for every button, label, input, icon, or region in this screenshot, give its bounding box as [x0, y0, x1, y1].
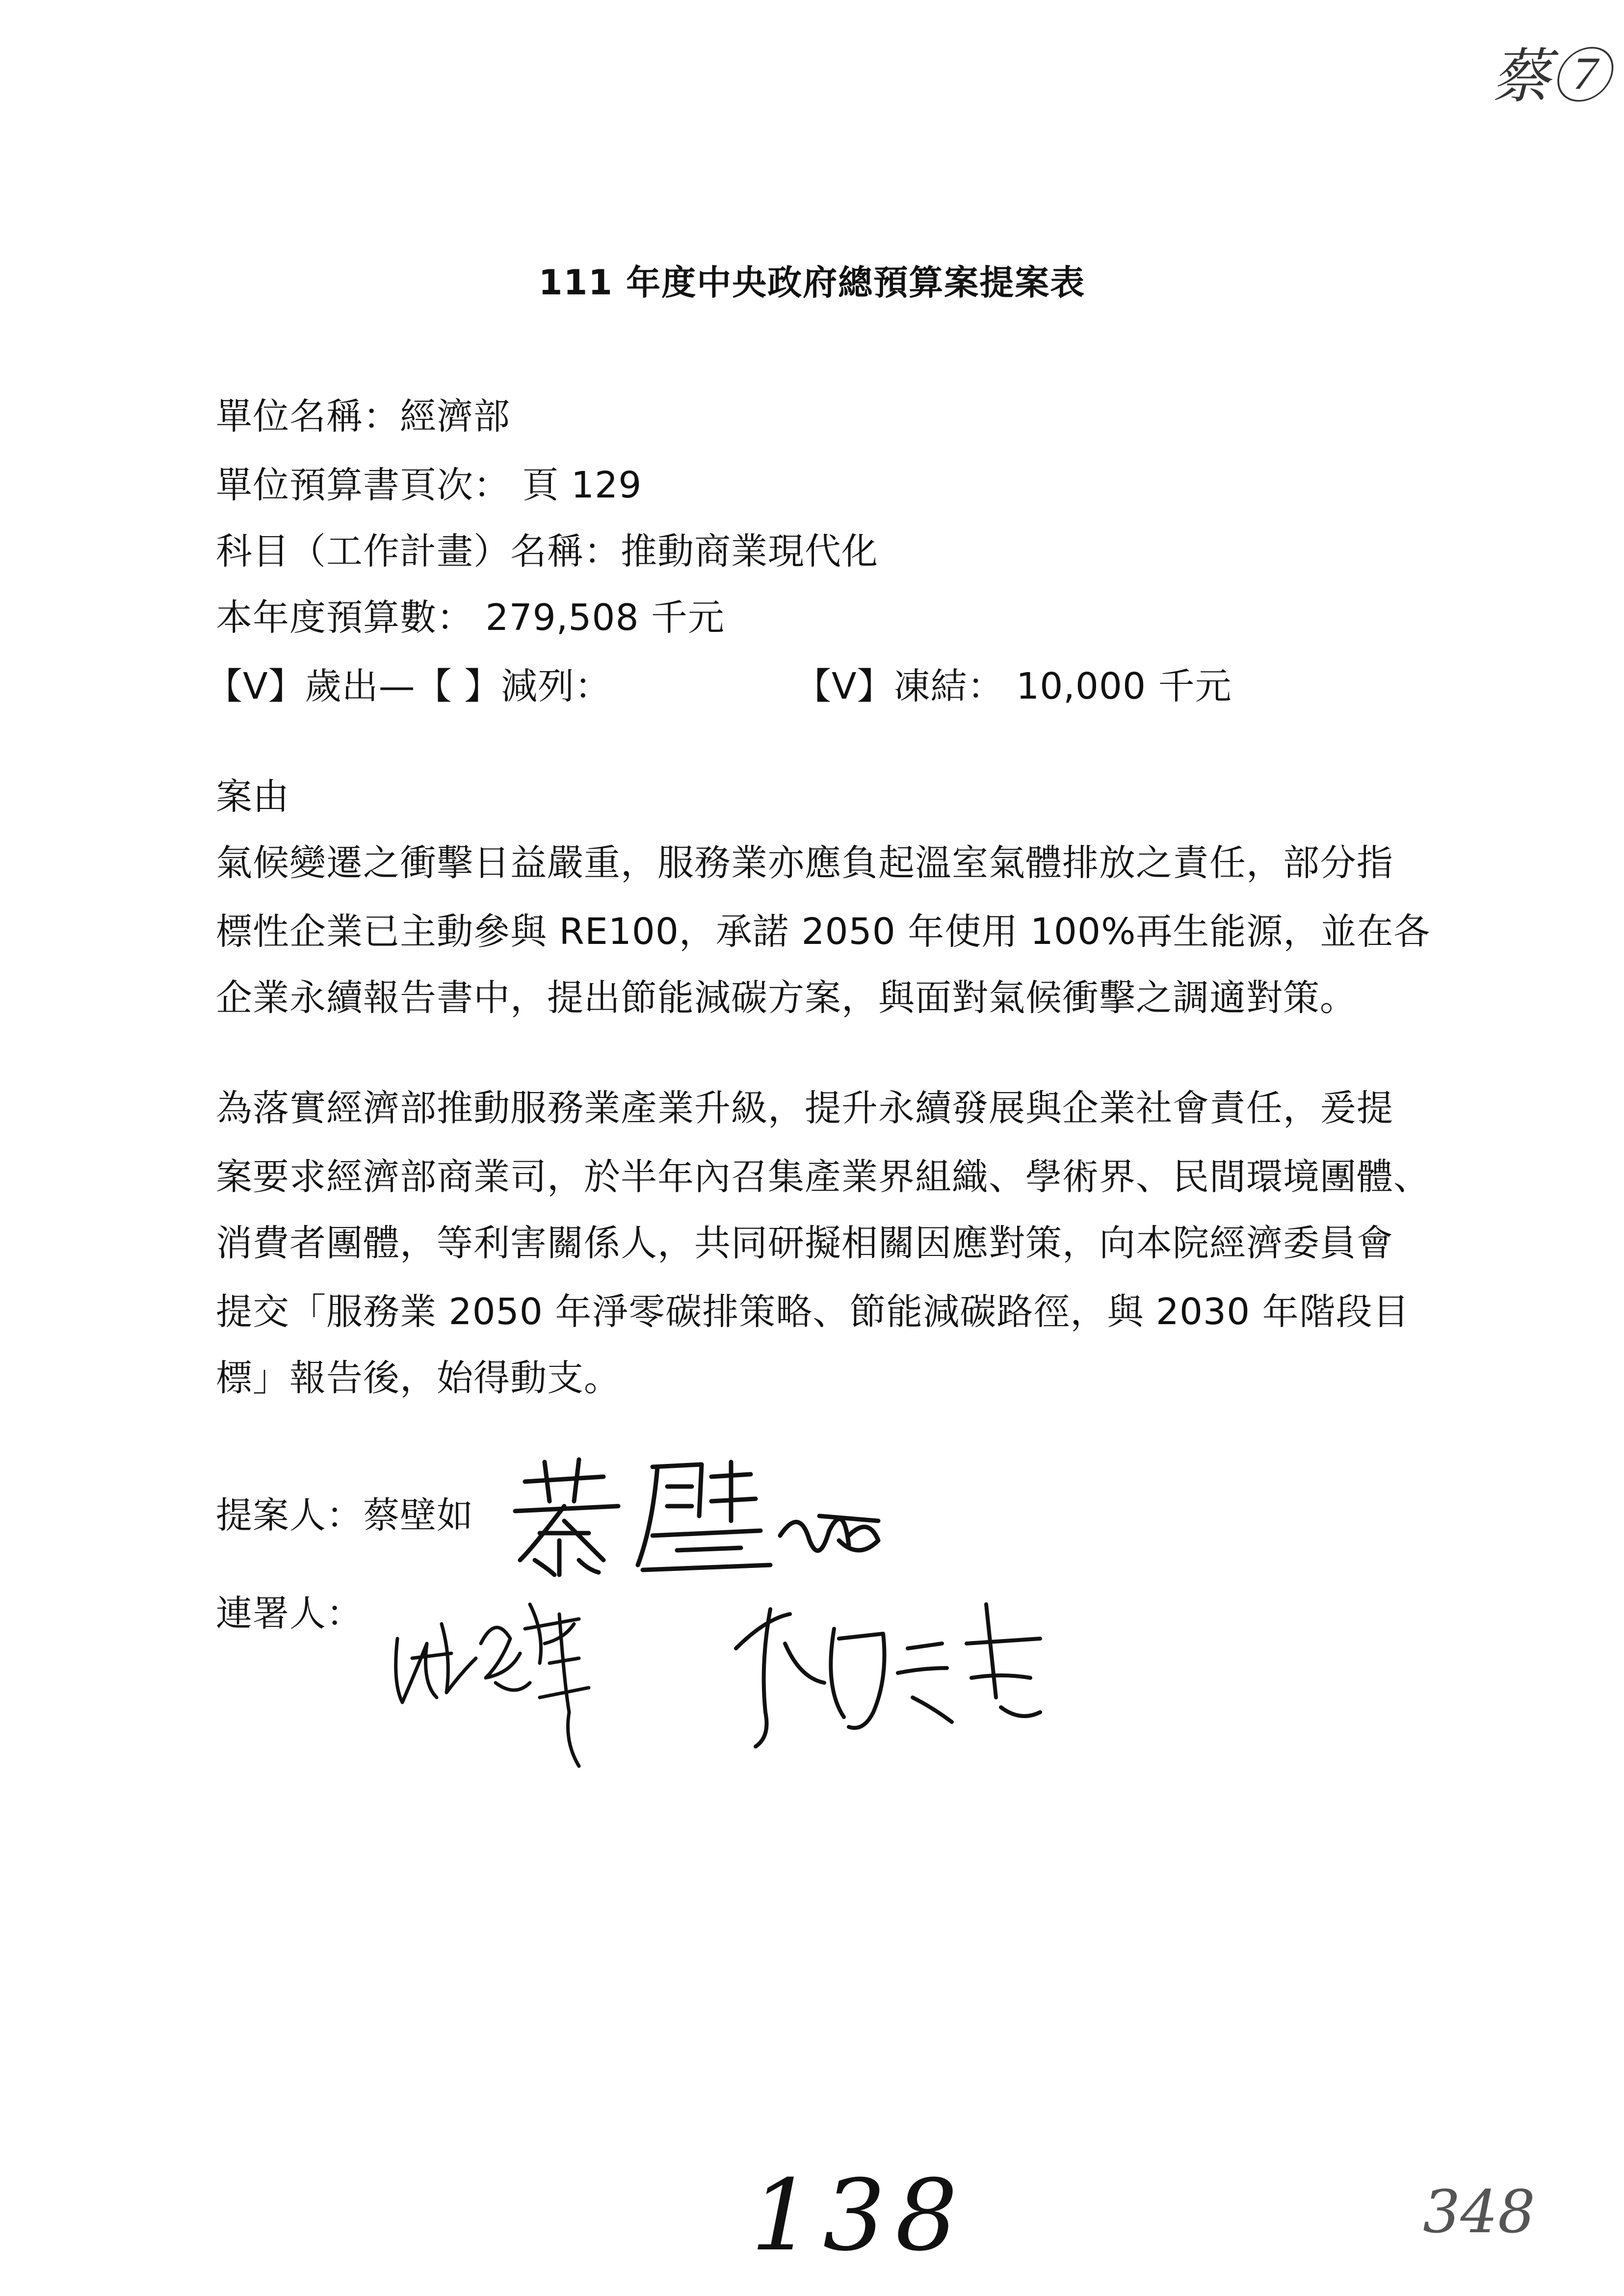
reason-para2-line2: 案要求經濟部商業司，於半年內召集產業界組織、學術界、民間環境團體、 — [216, 1156, 1430, 1198]
unit-name: 單位名稱：經濟部 — [216, 395, 510, 438]
freeze-line: 【V】凍結： 10,000 千元 — [795, 665, 1232, 707]
budget-page: 單位預算書頁次： 頁 129 — [216, 464, 642, 506]
page-title: 111 年度中央政府總預算案提案表 — [538, 262, 1086, 303]
reason-para2-line5: 標」報告後，始得動支。 — [216, 1357, 621, 1399]
reason-para1-line2: 標性企業已主動參與 RE100，承諾 2050 年使用 100%再生能源，並在各 — [216, 911, 1431, 953]
reason-para2-line4: 提交「服務業 2050 年淨零碳排策略、節能減碳路徑，與 2030 年階段目 — [216, 1291, 1410, 1333]
reason-para2-line3: 消費者團體，等利害關係人，共同研擬相關因應對策，向本院經濟委員會 — [216, 1222, 1393, 1264]
cosigner-label: 連署人： — [216, 1592, 363, 1635]
reason-para1-line1: 氣候變遷之衝擊日益嚴重，服務業亦應負起溫室氣體排放之責任，部分指 — [216, 842, 1393, 884]
cosigner-signature-2 — [726, 1590, 1070, 1751]
reason-para1-line3: 企業永續報告書中，提出節能減碳方案，與面對氣候衝擊之調適對策。 — [216, 977, 1357, 1019]
reason-para2-line1: 為落實經濟部推動服務業產業升級，提升永續發展與企業社會責任，爰提 — [216, 1087, 1393, 1129]
proposer-label: 提案人：蔡壁如 — [216, 1494, 473, 1537]
expense-line: 【V】歲出—【 】減列： — [206, 665, 612, 707]
page-number-right: 348 — [1423, 2178, 1536, 2246]
budget-amount: 本年度預算數： 279,508 千元 — [216, 597, 725, 639]
proposer-signature — [505, 1447, 888, 1585]
corner-mark: 蔡⑦ — [1492, 43, 1609, 111]
reason-heading: 案由 — [216, 776, 289, 818]
item-name: 科目（工作計畫）名稱：推動商業現代化 — [216, 530, 878, 573]
page-number: 138 — [751, 2159, 968, 2273]
cosigner-signature-1 — [383, 1585, 608, 1771]
